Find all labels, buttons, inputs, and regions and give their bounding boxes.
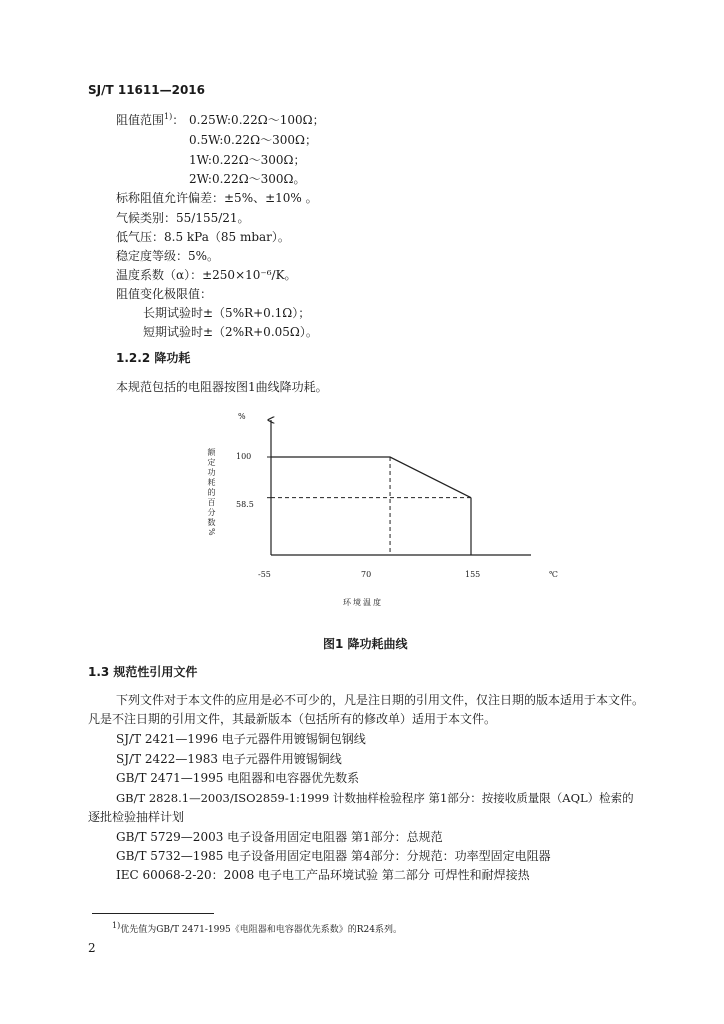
page-number: 2	[88, 941, 96, 955]
footnote-rule	[92, 913, 214, 914]
footnote-text: 优先值为GB/T 2471-1995《电阻器和电容器优先系数》的R24系列。	[120, 925, 402, 935]
stability-text: 稳定度等级：5%。	[116, 249, 220, 263]
low-pressure-text: 低气压：8.5 kPa（85 mbar）。	[116, 230, 290, 244]
climate-text: 气候类别：55/155/21。	[116, 211, 250, 225]
y-tick-label-100: 100	[236, 452, 252, 461]
y-axis-label: 额定功耗的百分数%	[207, 448, 216, 538]
short-term-text: 短期试验时±（2%R+0.05Ω）。	[143, 325, 318, 339]
resistance-line-3: 2W:0.22Ω～300Ω。	[189, 172, 306, 186]
reference-item: GB/T 5732—1985 电子设备用固定电阻器 第4部分：分规范：功率型固定电阻器	[116, 849, 551, 863]
y-tick-label-58-5: 58.5	[236, 500, 254, 509]
section-body-1-2-2: 本规范包括的电阻器按图1曲线降功耗。	[116, 380, 328, 394]
figure-caption: 图1 降功耗曲线	[323, 637, 408, 651]
reference-item: IEC 60068-2-20：2008 电子电工产品环境试验 第二部分 可焊性和耐焊接热	[116, 868, 530, 882]
section-1-3-para-1: 下列文件对于本文件的应用是必不可少的，凡是注日期的引用文件，仅注日期的版本适用于本文件。	[116, 693, 645, 707]
x-axis-unit: ℃	[549, 570, 558, 579]
resistance-range-colon: ：	[172, 113, 185, 127]
footnote-mark: 1)	[112, 921, 121, 930]
reference-item: SJ/T 2421—1996 电子元器件用镀锡铜包钢线	[116, 732, 366, 746]
long-term-text: 长期试验时±（5%R+0.1Ω）；	[143, 306, 311, 320]
reference-item: GB/T 2471—1995 电阻器和电容器优先数系	[116, 771, 360, 785]
resistance-line-2: 1W:0.22Ω～300Ω；	[189, 153, 306, 167]
section-heading-1-3: 1.3 规范性引用文件	[88, 665, 198, 679]
resistance-line-0: 0.25W:0.22Ω～100Ω；	[189, 113, 325, 127]
reference-item: GB/T 2828.1—2003/ISO2859-1:1999 计数抽样检验程序 第1部分：按接收质量限（AQL）检索的	[116, 791, 634, 805]
y-axis-unit: %	[238, 412, 246, 421]
resistance-range-label-text: 阻值范围	[116, 113, 165, 127]
derating-curve	[271, 457, 471, 498]
limit-label: 阻值变化极限值：	[116, 287, 213, 301]
document-code: SJ/T 11611—2016	[88, 83, 205, 97]
temp-coeff-text: 温度系数（α）：±250×10⁻⁶/K。	[116, 268, 297, 282]
section-heading-1-2-2: 1.2.2 降功耗	[116, 351, 191, 365]
reference-item: SJ/T 2422—1983 电子元器件用镀锡铜线	[116, 752, 342, 766]
x-axis-label: 环境温度	[343, 598, 383, 607]
reference-item: GB/T 5729—2003 电子设备用固定电阻器 第1部分：总规范	[116, 830, 443, 844]
x-tick-label-neg55: -55	[258, 570, 271, 579]
section-1-3-para-2: 凡是不注日期的引用文件，其最新版本（包括所有的修改单）适用于本文件。	[88, 712, 497, 726]
footnote	[112, 921, 402, 936]
tolerance-text: 标称阻值允许偏差：±5%、±10% 。	[116, 191, 318, 205]
resistance-line-1: 0.5W:0.22Ω～300Ω；	[189, 133, 317, 147]
footnote-ref: 1)	[164, 112, 173, 121]
reference-item-continuation: 逐批检验抽样计划	[88, 810, 185, 824]
x-tick-label-155: 155	[465, 570, 481, 579]
x-tick-label-70: 70	[361, 570, 372, 579]
